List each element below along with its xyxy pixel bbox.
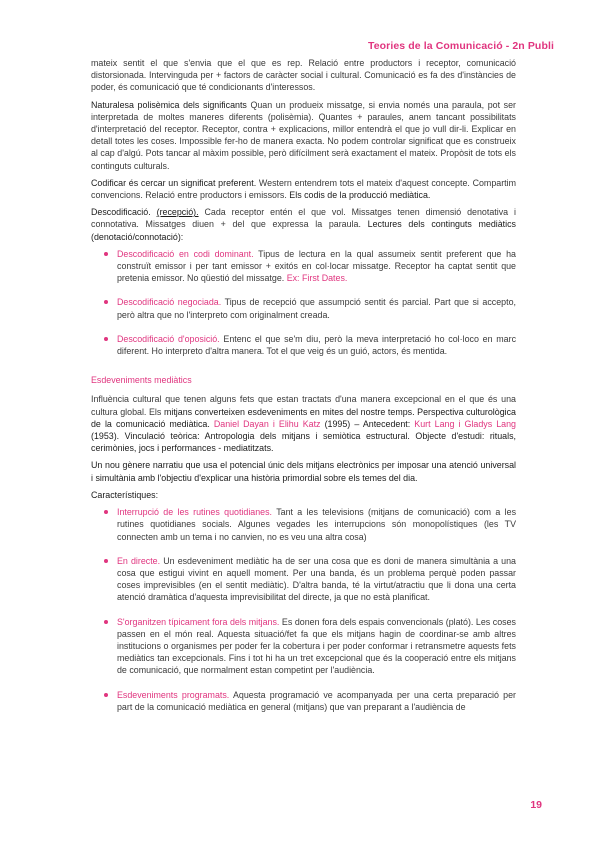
list-item: [91, 555, 516, 604]
list-item-term: Esdeveniments programats.: [117, 689, 230, 700]
list-item-text: Tipus de recepció que assumpció sentit és parcial. Part que si accepto, però altra que no l'interpreto com originalment creada.: [117, 297, 516, 320]
bullet-icon: [104, 510, 108, 514]
caracteristiques-list: [91, 506, 516, 713]
paragraph-text: Influència cultural que tenen alguns fets que estan tractats d'una manera excepcional en el que és una cultura global. Els: [91, 394, 516, 417]
bullet-icon: [104, 693, 108, 697]
list-item-term: Descodificació d'oposició.: [117, 333, 220, 344]
list-item-text: Es donen fora dels espais convencionals (plató). Les coses passen en el món real. Aquesta situació/fet fa que els mitjans hagin de coordinar-se amb altres institucions o organismes per poder fer la cobertura i per poder conformar i retransmetre aquests fets mediàtics tan excepcionals. Fins i tot hi ha un tret excepcional que és la cooperació entre els mitjans de comunicació, que normalment estan competint per l'audiència.: [117, 616, 516, 676]
list-item: [91, 689, 516, 713]
paragraph-continuation: [91, 57, 516, 94]
list-item: [91, 296, 516, 320]
paragraph-esdeveniments: [91, 393, 516, 454]
paragraph-bold: mitjans converteixen esdeveniments en mites del nostre temps. Perspectiva culturològica de la comunicació mediàtica.: [91, 406, 516, 429]
paragraph-tail: Els codis de la producció mediàtica.: [289, 190, 431, 201]
bullet-icon: [104, 559, 108, 563]
paragraph-polisemia: [91, 99, 516, 172]
paragraph-text: Western entendrem tots el mateix d'aquest concepte. Compartim convencions. Relació entre productors i emissors.: [91, 177, 516, 201]
paragraph-text: Quan un produeix missatge, si envia només una paraula, pot ser interpretada de moltes maneres diferents (polisèmia). Quantes + paraules, anem tancant possibilitats d'interpretació del receptor. Receptor, contra + explicacions, millor entendrà el que jo vull dir-li. Explicar en detall totes les coses. Impossible fer-ho de manera exacta. No podem controlar significat que es construeix al cap d'algú. Pots tancar al màxim possible, però difícilment serà exactament el mateix. Propòsit de tots els continguts culturals.: [91, 99, 516, 171]
list-item-example: Ex: First Dates.: [286, 273, 348, 284]
recepcio-term: (recepció).: [156, 207, 199, 218]
lectures-list: [91, 248, 516, 357]
page-content: [91, 57, 516, 725]
paragraph-tail: Lectures dels continguts mediàtics (denotació/connotació):: [91, 219, 516, 242]
paragraph-text: Cada receptor entén el que vol. Missatges tenen dimensió denotativa i connotativa. Missatges diuen + del que expressa la paraula.: [91, 207, 516, 230]
list-item: [91, 506, 516, 543]
paragraph-lead: Descodificació.: [91, 207, 151, 218]
header-title: Teories de la Comunicació - 2n Publi: [367, 40, 554, 52]
author-reference: Kurt Lang i Gladys Lang: [414, 418, 516, 429]
list-item: [91, 333, 516, 357]
list-item-term: S'organitzen típicament fora dels mitjans.: [117, 616, 280, 627]
list-item: [91, 616, 516, 677]
paragraph-lead: Codificar és cercar un significat preferent.: [91, 177, 257, 188]
list-item-text: Aquesta programació ve acompanyada per una certa preparació per part de la comunicació mediàtica en general (mitjans) que van preparant a l'audiència de: [117, 689, 516, 712]
list-item-term: Interrupció de les rutines quotidianes.: [117, 507, 273, 518]
paragraph-bold: Vinculació teòrica: Antropologia dels mitjans i semiòtica estructural. Objecte d'estudi: rituals, cerimònies, jocs i performances - mediatitzats.: [91, 431, 516, 454]
author-reference: Daniel Dayan i Elihu Katz: [213, 418, 321, 429]
list-item-text: Tant a les televisions (mitjans de comunicació) com a les rutines quotidianes socials. Algunes vegades les interrupcions són monopolístiques (les TV connecten amb un tema i no canvien, no es veu una altra cosa): [117, 507, 517, 542]
paragraph-codificar: [91, 177, 516, 201]
list-item-text: Un esdeveniment mediàtic ha de ser una cosa que es doni de manera simultània a una cosa que estigui vivint en aquell moment. Per una banda, és un problema perquè poden passar coses imprevisibles (en el sentit mediàtic). D'altra banda, té la virtut/atractiu que li dona una certa atenció dramàtica d'aquesta imprevisibilitat del directe, ja que no està planificat.: [117, 555, 516, 603]
paragraph-text: (1995) – Antecedent:: [320, 418, 415, 429]
list-item: [91, 248, 516, 285]
page-number: 19: [530, 799, 542, 811]
paragraph-text: (1953).: [91, 431, 125, 442]
bullet-icon: [104, 300, 108, 304]
list-item-text: Tipus de lectura en la qual assumeix sentit preferent que ha construït emissor i per tant emissor + exitós en col·locar missatge. Receptor ha captat sentit que pretenia emissor. No qüestió del missatge.: [117, 248, 516, 284]
section-heading: Esdeveniments mediàtics: [91, 375, 192, 386]
paragraph-lead: Naturalesa polisèmica dels significants: [91, 99, 247, 110]
bullet-icon: [104, 252, 108, 256]
list-item-term: Descodificació negociada.: [117, 297, 222, 308]
bullet-icon: [104, 620, 108, 624]
list-item-term: Descodificació en codi dominant.: [117, 248, 254, 259]
list-item-text: Entenc el que se'm diu, però la meva interpretació ho col·loco en marc diferent. Ho interpreto d'altra manera. Tot el que veig és un guió, actors, és mentida.: [117, 333, 517, 357]
paragraph-descodificacio: [91, 206, 516, 243]
paragraph-caracteristiques: Característiques:: [91, 489, 159, 500]
bullet-icon: [104, 337, 108, 341]
paragraph-genere: Un nou gènere narratiu que usa el potencial únic dels mitjans electrònics per imposar una atenció universal i simultània amb l'objectiu d'explicar una història primordial sobre els temes del dia.: [91, 460, 516, 483]
paragraph-text: mateix sentit el que s'envia que el que es rep. Relació entre productors i receptor, comunicació distorsionada. Intervinguda per + factors de caràcter social i cultural. Comunicació es fa des d'instàncies de poder, és comunicació que té condicionants d'interessos.: [91, 58, 516, 93]
list-item-term: En directe.: [117, 555, 161, 566]
